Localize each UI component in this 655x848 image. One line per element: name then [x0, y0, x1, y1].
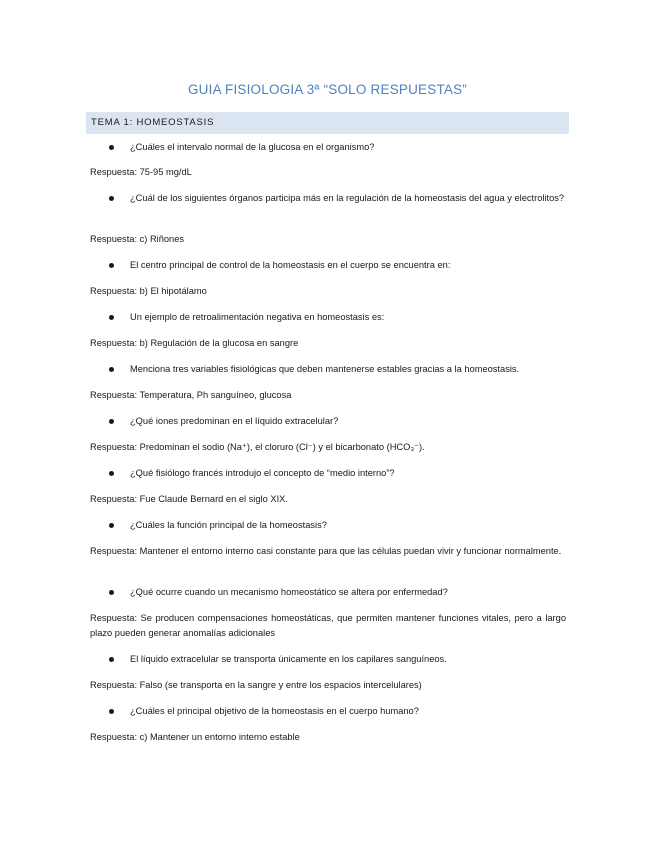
question-text: ¿Cuál de los siguientes órganos participa más en la regulación de la homeostasis del agua y electrolitos?	[130, 193, 565, 203]
question-item	[109, 466, 567, 481]
question-item	[109, 652, 567, 667]
bullet-icon	[109, 419, 114, 424]
bullet-icon	[109, 657, 114, 662]
question-text: ¿Qué ocurre cuando un mecanismo homeostático se altera por enfermedad?	[130, 587, 448, 597]
answer-text: Respuesta: Mantener el entorno interno casi constante para que las células puedan vivir y funcionar normalmente.	[90, 546, 562, 556]
bullet-icon	[109, 471, 114, 476]
question-text: Un ejemplo de retroalimentación negativa en homeostasis es:	[130, 312, 385, 322]
answer-text: Respuesta: c) Mantener un entorno interno estable	[90, 732, 300, 742]
question-text: ¿Qué fisiólogo francés introdujo el concepto de “medio interno”?	[130, 468, 395, 478]
bullet-icon	[109, 523, 114, 528]
bullet-icon	[109, 196, 114, 201]
question-item	[109, 518, 567, 533]
answer-text: Respuesta: c) Riñones	[90, 234, 185, 244]
bullet-icon	[109, 263, 114, 268]
answer-text: Respuesta: Predominan el sodio (Na⁺), el cloruro (Cl⁻) y el bicarbonato (HCO₃⁻).	[90, 442, 425, 452]
bullet-icon	[109, 367, 114, 372]
answer-text: Respuesta: b) El hipotálamo	[90, 286, 207, 296]
question-text: ¿Cuáles la función principal de la homeostasis?	[130, 520, 327, 530]
question-text: El líquido extracelular se transporta únicamente en los capilares sanguíneos.	[130, 654, 447, 664]
answer-text: Respuesta: Falso (se transporta en la sangre y entre los espacios intercelulares)	[90, 680, 422, 690]
question-item	[109, 585, 567, 600]
question-item	[109, 414, 567, 429]
question-item	[109, 191, 567, 206]
section-heading: TEMA 1: HOMEOSTASIS	[86, 112, 569, 134]
answer-text: Respuesta: Fue Claude Bernard en el siglo XIX.	[90, 494, 288, 504]
question-item	[109, 362, 567, 377]
answer-text: Respuesta: Se producen compensaciones homeostáticas, que permiten mantener funciones vitales, pero a largo plazo pueden generar anomalías adicionales	[90, 613, 566, 638]
answer-text: Respuesta: b) Regulación de la glucosa en sangre	[90, 338, 299, 348]
question-item	[109, 258, 567, 273]
question-item	[109, 140, 567, 155]
question-text: El centro principal de control de la homeostasis en el cuerpo se encuentra en:	[130, 260, 451, 270]
bullet-icon	[109, 315, 114, 320]
question-text: ¿Cuáles el principal objetivo de la homeostasis en el cuerpo humano?	[130, 706, 419, 716]
question-text: Menciona tres variables fisiológicas que deben mantenerse estables gracias a la homeostasis.	[130, 364, 520, 374]
page-title: GUIA FISIOLOGIA 3ª “SOLO RESPUESTAS”	[187, 82, 468, 97]
question-text: ¿Qué iones predominan en el líquido extracelular?	[130, 416, 339, 426]
question-item	[109, 704, 567, 719]
question-item	[109, 310, 567, 325]
answer-text: Respuesta: Temperatura, Ph sanguíneo, glucosa	[90, 390, 292, 400]
bullet-icon	[109, 709, 114, 714]
answer-text: Respuesta: 75-95 mg/dL	[90, 167, 192, 177]
bullet-icon	[109, 590, 114, 595]
question-text: ¿Cuáles el intervalo normal de la glucosa en el organismo?	[130, 142, 375, 152]
bullet-icon	[109, 145, 114, 150]
